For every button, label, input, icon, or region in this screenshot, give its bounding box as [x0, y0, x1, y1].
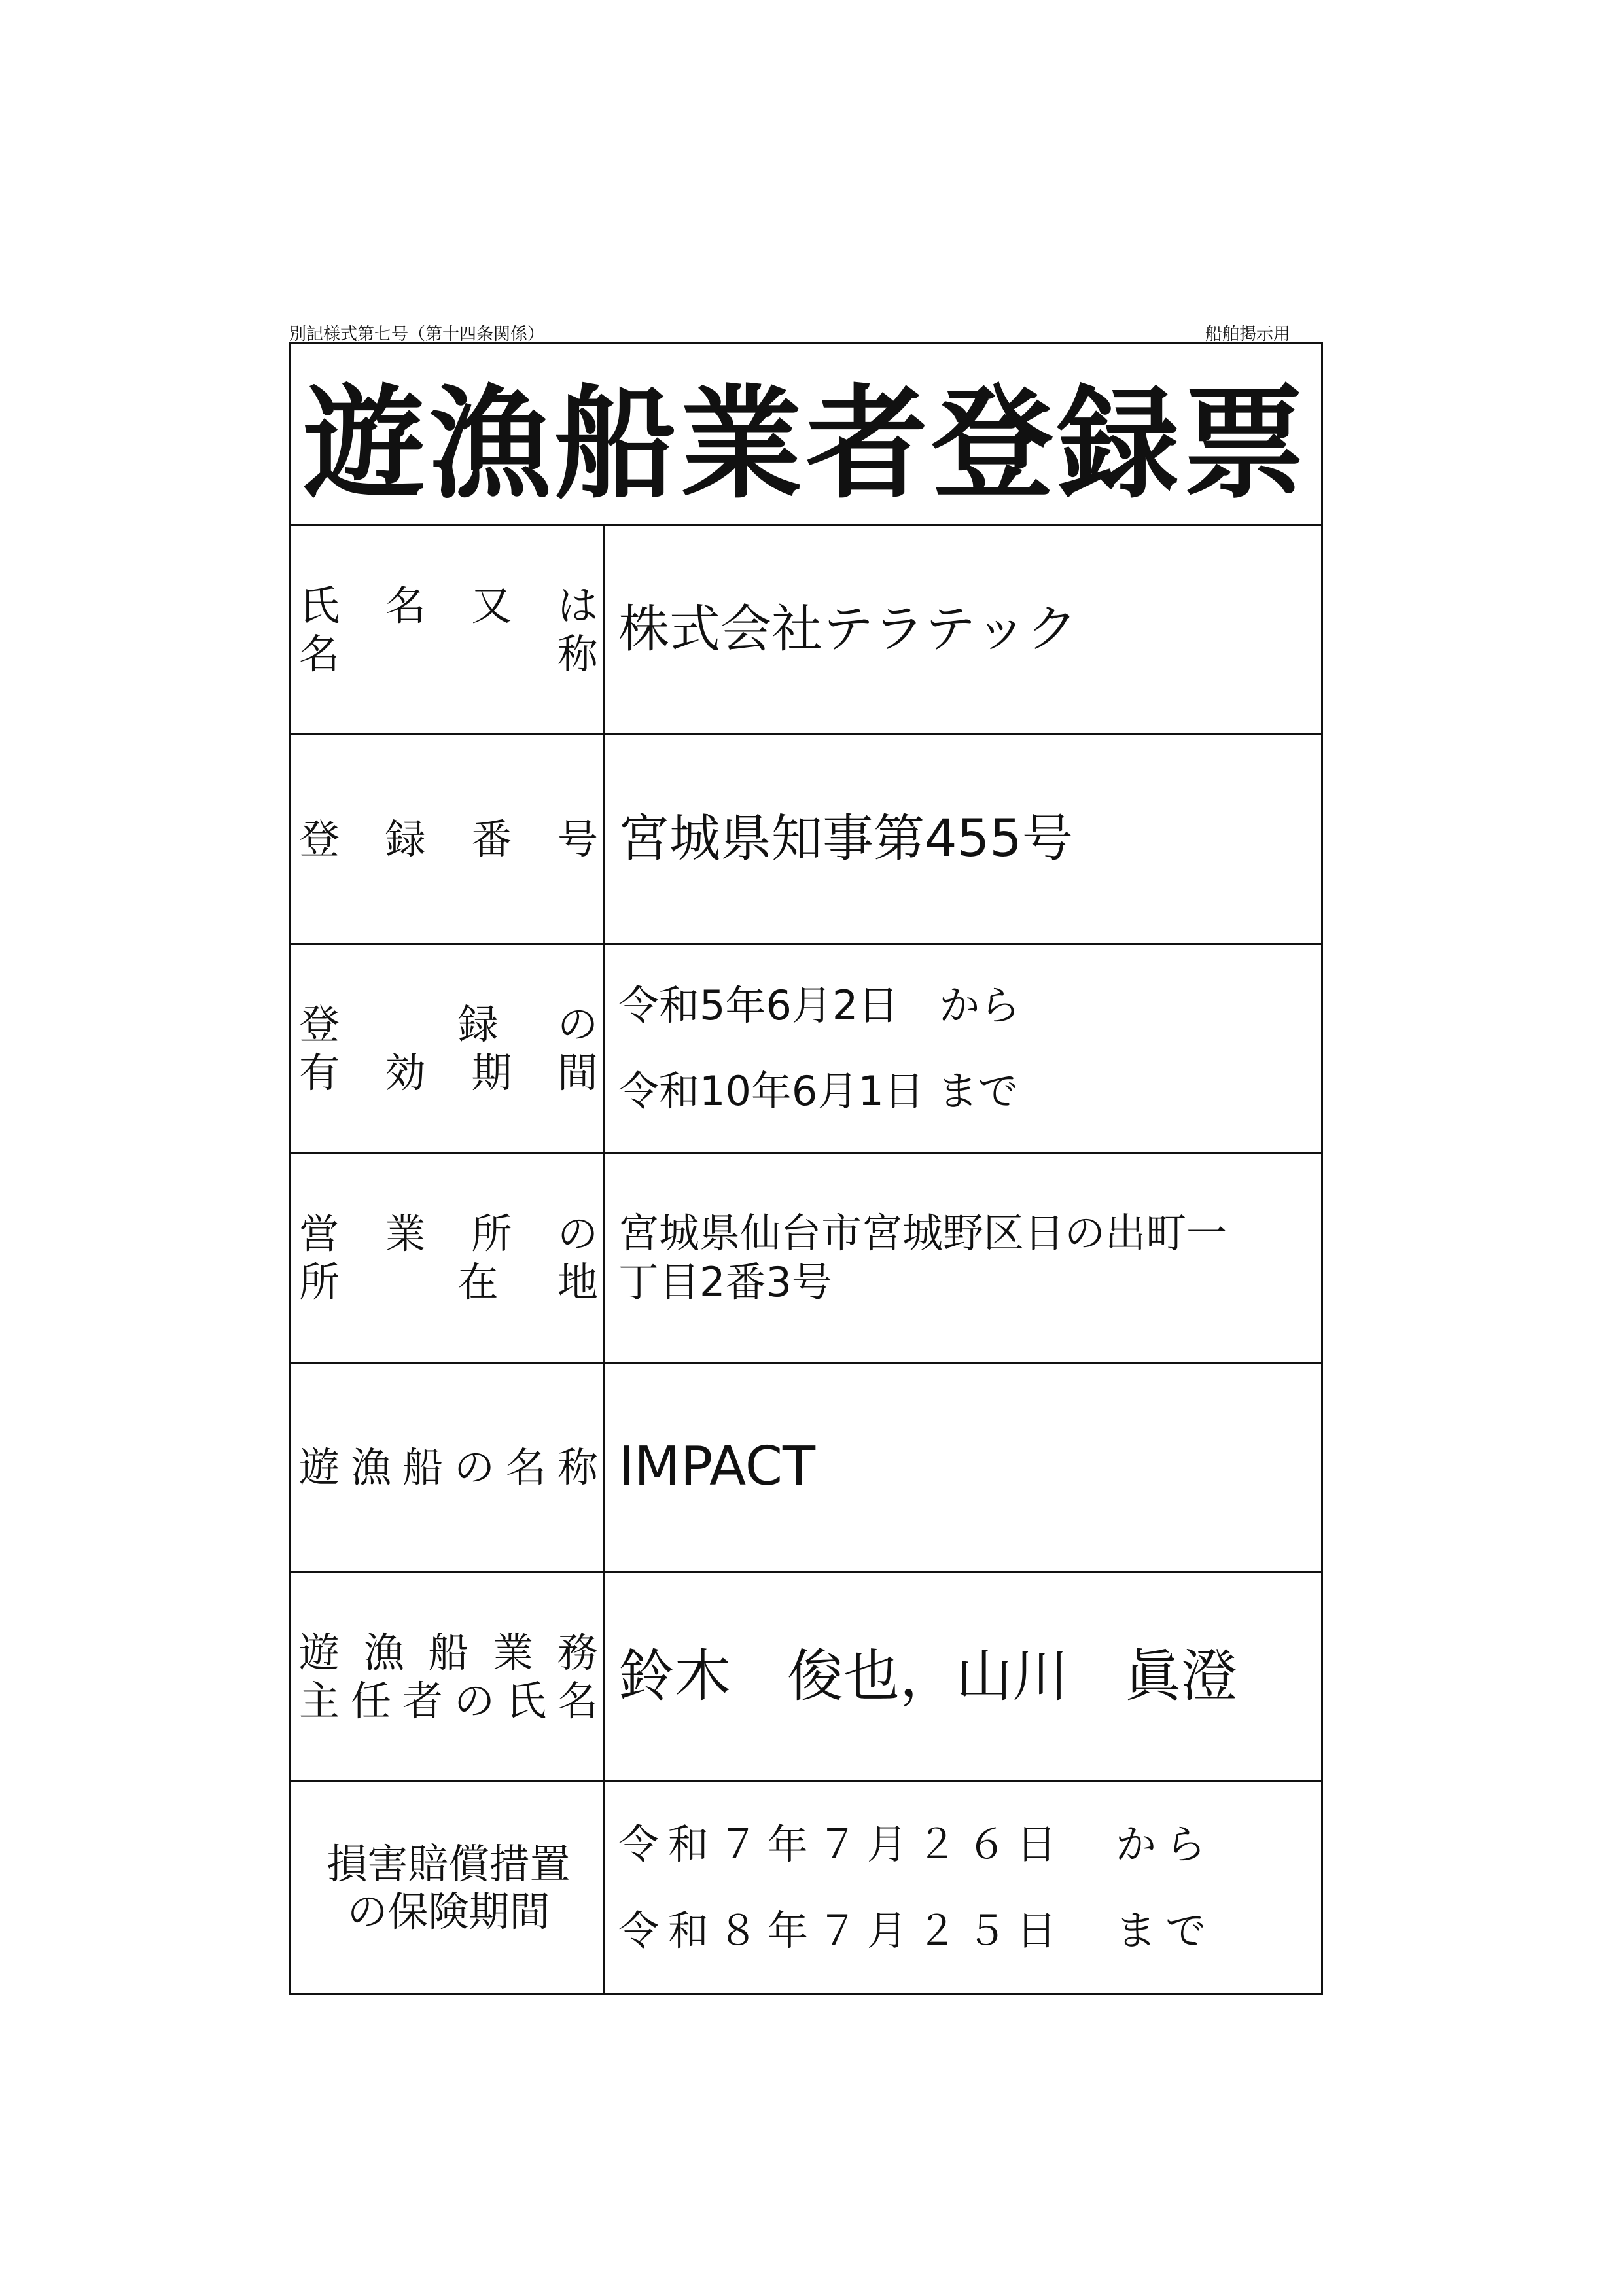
label-char: 有: [299, 1048, 340, 1097]
row-value: [605, 526, 1321, 733]
label-char: 又: [471, 582, 512, 630]
row-value: [605, 735, 1321, 943]
registration-form: [289, 342, 1323, 1995]
label-char: 名: [299, 629, 340, 678]
name-row: [291, 526, 1321, 735]
row-label: [291, 1782, 605, 1993]
label-char: 期: [471, 1048, 512, 1097]
form-reference: 別記様式第七号（第十四条関係）: [289, 325, 545, 344]
row-label: [291, 1154, 605, 1362]
label-line: [299, 1258, 598, 1306]
label-char: 番: [471, 815, 512, 863]
label-char: 遊: [299, 1629, 340, 1677]
label-char: 損害賠償措置: [327, 1839, 571, 1888]
label-line: [299, 1049, 598, 1097]
row-value: [605, 945, 1321, 1152]
label-char: 登: [299, 815, 340, 863]
label-char: 漁: [350, 1443, 391, 1491]
label-char: 漁: [363, 1629, 404, 1677]
value-line: 令和10年6月1日 まで: [618, 1067, 1019, 1115]
label-char: 名: [505, 1443, 546, 1491]
label-char: 録: [457, 1000, 499, 1049]
label-char: 称: [557, 629, 598, 678]
registration-number-row: [291, 735, 1321, 945]
label-char: 所: [299, 1258, 340, 1306]
label-line: [299, 1840, 598, 1888]
label-char: は: [557, 582, 598, 630]
value-line: 鈴木 俊也，山川 眞澄: [618, 1643, 1237, 1709]
row-value: [605, 1782, 1321, 1993]
label-char: の: [557, 1210, 598, 1258]
row-value: [605, 1364, 1321, 1571]
label-char: 主: [299, 1676, 340, 1725]
row-value: [605, 1573, 1321, 1780]
label-line: [299, 1210, 598, 1258]
value-line: 丁目2番3号: [618, 1258, 832, 1306]
label-char: 効: [385, 1048, 426, 1097]
label-char: の: [453, 1443, 495, 1491]
label-char: 任: [350, 1676, 391, 1725]
label-line: [299, 630, 598, 678]
label-line: [299, 1000, 598, 1048]
value-line: 宮城県仙台市宮城野区日の出町一: [618, 1209, 1227, 1258]
row-label: [291, 1573, 605, 1780]
label-char: 者: [402, 1676, 443, 1725]
value-line: 令和5年6月2日 から: [618, 981, 1021, 1030]
row-label: [291, 526, 605, 733]
label-char: の保険期間: [347, 1888, 550, 1935]
label-char: の: [453, 1676, 495, 1725]
label-char: 在: [457, 1258, 499, 1306]
label-line: [299, 582, 598, 629]
row-label: [291, 1364, 605, 1571]
label-char: 氏: [505, 1676, 546, 1725]
label-char: 船: [402, 1443, 443, 1491]
label-char: 間: [557, 1048, 598, 1097]
value-line: 株式会社テラテック: [618, 599, 1078, 659]
label-char: 船: [428, 1629, 469, 1677]
insurance-period-row: [291, 1782, 1321, 1993]
label-char: 名: [385, 582, 426, 630]
label-char: 営: [299, 1210, 340, 1258]
label-char: の: [557, 1000, 598, 1049]
label-char: 名: [557, 1676, 598, 1725]
row-label: [291, 735, 605, 943]
row-label: [291, 945, 605, 1152]
row-value: [605, 1154, 1321, 1362]
label-char: 地: [557, 1258, 598, 1306]
label-char: 務: [557, 1629, 598, 1677]
label-char: 氏: [299, 582, 340, 630]
label-char: 遊: [299, 1443, 340, 1491]
form-title: 遊漁船業者登録票: [291, 344, 1321, 526]
boat-name-row: [291, 1364, 1321, 1573]
label-char: 業: [493, 1629, 534, 1677]
label-char: 号: [557, 815, 598, 863]
label-char: 録: [385, 815, 426, 863]
label-char: 称: [557, 1443, 598, 1491]
label-line: [299, 1443, 598, 1491]
label-char: 登: [299, 1000, 340, 1049]
validity-period-row: [291, 945, 1321, 1154]
manager-row: [291, 1573, 1321, 1782]
office-location-row: [291, 1154, 1321, 1364]
label-char: 業: [385, 1210, 426, 1258]
label-line: [299, 1629, 598, 1676]
value-line: IMPACT: [618, 1436, 816, 1498]
display-note: 船舶掲示用: [1205, 325, 1291, 344]
value-line: 宮城県知事第455号: [618, 809, 1073, 868]
label-char: 所: [471, 1210, 512, 1258]
label-line: [299, 1677, 598, 1725]
form-rows: [291, 526, 1321, 1993]
label-line: [299, 1888, 598, 1935]
value-line: 令和８年７月２５日 まで: [618, 1906, 1216, 1954]
value-line: 令和７年７月２６日 から: [618, 1820, 1216, 1868]
label-line: [299, 815, 598, 863]
